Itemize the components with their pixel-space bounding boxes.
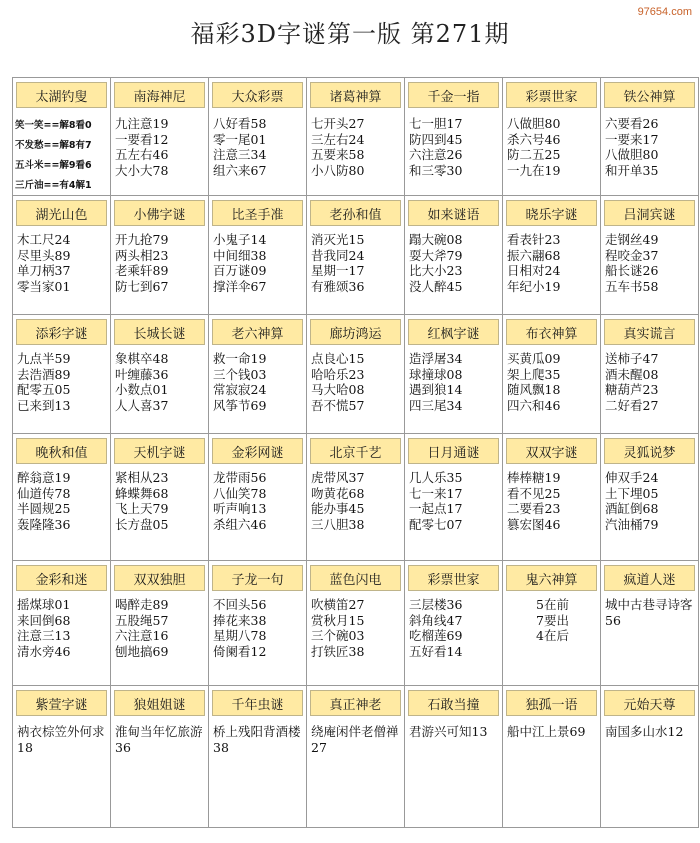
riddle-line: 摇煤球01	[17, 597, 71, 612]
riddle-line: 7要出	[536, 612, 569, 628]
riddle-line: 七一胆17	[409, 116, 463, 131]
riddle-cell	[503, 561, 601, 686]
riddle-line: 注意三34	[213, 147, 267, 162]
riddle-line: 年纪小19	[507, 278, 561, 294]
cell-riddles	[507, 597, 598, 644]
riddle-line: 走钢丝49	[605, 232, 659, 247]
riddle-line: 老乘轩89	[115, 263, 169, 278]
cell-header: 吕洞宾谜	[604, 200, 695, 226]
riddle-cell	[307, 561, 405, 686]
cell-header: 疯道人迷	[604, 565, 695, 591]
riddle-cell	[601, 434, 699, 561]
cell-riddles	[605, 232, 696, 294]
riddle-cell	[209, 561, 307, 686]
cell-header: 彩票世家	[408, 565, 499, 591]
cell-riddles	[409, 724, 500, 740]
riddle-cell	[405, 315, 503, 434]
riddle-line: 醉翁意19	[17, 470, 71, 485]
riddle-line: 四六和46	[507, 397, 561, 413]
riddle-line: 买黄瓜09	[507, 351, 561, 366]
cell-riddles	[507, 470, 598, 532]
cell-riddles	[605, 116, 696, 178]
riddle-cell	[503, 315, 601, 434]
riddle-line: 日相对24	[507, 263, 561, 278]
riddle-line: 棒棒糖19	[507, 470, 561, 485]
cell-header: 红枫字谜	[408, 319, 499, 345]
riddle-line: 昔我同24	[311, 247, 365, 263]
cell-header: 诸葛神算	[310, 82, 401, 108]
riddle-cell	[307, 78, 405, 196]
riddle-line: 一要看12	[115, 131, 169, 147]
riddle-line: 耍大斧79	[409, 247, 463, 263]
riddle-line: 开九抢79	[115, 232, 169, 247]
cell-header: 北京千艺	[310, 438, 401, 464]
cell-riddles	[17, 232, 108, 294]
riddle-line: 点良心15	[311, 351, 365, 366]
riddle-line: 蹋大碗08	[409, 232, 463, 247]
riddle-line: 救一命19	[213, 351, 267, 366]
riddle-line: 小八防80	[311, 162, 365, 178]
cell-riddles	[115, 724, 206, 755]
riddle-line: 听声响13	[213, 501, 267, 516]
riddle-line: 喝醉走89	[115, 597, 169, 612]
cell-riddles	[507, 351, 598, 413]
riddle-line: 轰隆隆36	[17, 516, 71, 532]
riddle-line: 六注意16	[115, 628, 169, 643]
riddle-line: 星期八78	[213, 628, 267, 643]
riddle-line: 不回头56	[213, 597, 267, 612]
cell-riddles	[311, 470, 402, 532]
riddle-line: 振六翮68	[507, 247, 561, 263]
cell-riddles	[213, 116, 304, 178]
cell-header: 彩票世家	[506, 82, 597, 108]
riddle-line: 架上爬35	[507, 366, 561, 382]
riddle-line: 二要看23	[507, 501, 561, 516]
cell-header: 元始天尊	[604, 690, 695, 716]
riddle-cell	[13, 196, 111, 315]
riddle-line: 遇到狼14	[409, 382, 463, 397]
cell-riddles	[115, 351, 206, 413]
riddle-line: 三个钱03	[213, 366, 267, 382]
riddle-line: 五股绳57	[115, 612, 169, 628]
riddle-cell	[601, 315, 699, 434]
riddle-line: 木工尺24	[17, 232, 71, 247]
riddle-line: 虎带风37	[311, 470, 365, 485]
riddle-cell	[405, 561, 503, 686]
cell-header: 添彩字谜	[16, 319, 107, 345]
cell-header: 晓乐字谜	[506, 200, 597, 226]
riddle-line: 长方盘05	[115, 516, 169, 532]
riddle-line: 南国多山水12	[605, 724, 684, 739]
riddle-line: 去浩酒89	[17, 366, 71, 382]
cell-header: 灵狐说梦	[604, 438, 695, 464]
riddle-line: 三个碗03	[311, 628, 365, 643]
riddle-cell	[209, 196, 307, 315]
riddle-line: 汽油桶79	[605, 516, 659, 532]
cell-riddles	[311, 232, 402, 294]
riddle-line: 撑洋伞67	[213, 278, 267, 294]
riddle-line: 比大小23	[409, 263, 463, 278]
cell-riddles	[213, 351, 304, 413]
cell-riddles	[409, 116, 500, 178]
cell-header: 千年虫谜	[212, 690, 303, 716]
riddle-line: 已来到13	[17, 397, 71, 413]
riddle-line: 吃榴莲69	[409, 628, 463, 643]
riddle-line: 斜角线47	[409, 612, 463, 628]
riddle-line: 随风飘18	[507, 382, 561, 397]
riddle-line: 五车书58	[605, 278, 659, 294]
cell-riddles	[17, 351, 108, 413]
cell-riddles	[409, 351, 500, 413]
cell-riddles	[213, 724, 304, 755]
riddle-line: 篡宏图46	[507, 516, 561, 532]
riddle-line: 三八胆38	[311, 516, 365, 532]
riddle-line: 捧花来38	[213, 612, 267, 628]
riddle-line: 几人乐35	[409, 470, 463, 485]
cell-riddles	[115, 232, 206, 294]
riddle-line: 笑一笑==解8看0	[15, 120, 92, 131]
riddle-line: 五斗米==解9看6	[15, 160, 92, 171]
riddle-line: 注意三13	[17, 628, 71, 643]
riddle-line: 能办事45	[311, 501, 365, 516]
riddle-line: 组六来67	[213, 162, 267, 178]
riddle-line: 小数点01	[115, 382, 169, 397]
cell-header: 老六神算	[212, 319, 303, 345]
cell-header: 长城长谜	[114, 319, 205, 345]
riddle-cell	[601, 686, 699, 828]
riddle-line: 酒未醒08	[605, 366, 659, 382]
riddle-line: 5在前	[536, 597, 569, 612]
riddle-line: 防四到45	[409, 131, 463, 147]
riddle-line: 配零七07	[409, 516, 463, 532]
riddle-line: 吹横笛27	[311, 597, 365, 612]
riddle-line: 城中古巷寻诗客56	[605, 597, 693, 628]
riddle-line: 风筝节69	[213, 397, 267, 413]
riddle-line: 绕庵闲伴老僧禅27	[311, 724, 399, 755]
cell-header: 真正神老	[310, 690, 401, 716]
riddle-cell	[601, 196, 699, 315]
riddle-line: 四三尾34	[409, 397, 463, 413]
riddle-line: 二好看27	[605, 397, 659, 413]
riddle-line: 蜂蝶舞68	[115, 485, 169, 501]
cell-riddles	[409, 597, 500, 659]
riddle-line: 九注意19	[115, 116, 169, 131]
riddle-cell	[307, 196, 405, 315]
riddle-line: 球撞球08	[409, 366, 463, 382]
riddle-line: 两头相23	[115, 247, 169, 263]
riddle-cell	[405, 434, 503, 561]
riddle-line: 打铁匠38	[311, 643, 365, 659]
riddle-line: 零一尾01	[213, 131, 267, 147]
riddle-line: 船长谜26	[605, 263, 659, 278]
riddle-cell	[111, 561, 209, 686]
riddle-line: 大小大78	[115, 162, 169, 178]
riddle-line: 五左右46	[115, 147, 169, 162]
cell-header: 湖光山色	[16, 200, 107, 226]
cell-riddles	[605, 470, 696, 532]
cell-riddles	[17, 724, 108, 755]
riddle-line: 象棋卒48	[115, 351, 169, 366]
riddle-cell	[111, 315, 209, 434]
cell-header: 双双独胆	[114, 565, 205, 591]
cell-header: 廊坊鸿运	[310, 319, 401, 345]
riddle-line: 五好看14	[409, 643, 463, 659]
cell-header: 如来谜语	[408, 200, 499, 226]
cell-header: 大众彩票	[212, 82, 303, 108]
cell-riddles	[605, 351, 696, 413]
riddle-line: 杀六号46	[507, 131, 561, 147]
riddle-line: 清水旁46	[17, 643, 71, 659]
riddle-cell	[13, 78, 111, 196]
cell-header: 真实谎言	[604, 319, 695, 345]
riddle-cell	[307, 315, 405, 434]
riddle-line: 造浮屠34	[409, 351, 463, 366]
cell-header: 晚秋和值	[16, 438, 107, 464]
riddle-line: 一起点17	[409, 501, 463, 516]
riddle-line: 4在后	[536, 628, 569, 643]
riddle-line: 君游兴可知13	[409, 724, 488, 739]
riddle-line: 七开头27	[311, 116, 365, 131]
cell-header: 小佛字谜	[114, 200, 205, 226]
riddle-cell	[405, 196, 503, 315]
riddle-line: 尽里头89	[17, 247, 71, 263]
riddle-line: 倚阑看12	[213, 643, 267, 659]
riddle-cell	[13, 315, 111, 434]
riddle-line: 船中江上景69	[507, 724, 586, 739]
riddle-line: 单刀柄37	[17, 263, 71, 278]
riddle-line: 吻黄花68	[311, 485, 365, 501]
cell-header: 紫萱字谜	[16, 690, 107, 716]
cell-header: 铁公神算	[604, 82, 695, 108]
riddle-line: 和开单35	[605, 162, 659, 178]
riddle-line: 八做胆80	[605, 147, 659, 162]
riddle-cell	[111, 686, 209, 828]
cell-riddles	[507, 116, 598, 178]
riddle-line: 常寂寂24	[213, 382, 267, 397]
riddle-cell	[503, 686, 601, 828]
cell-header: 鬼六神算	[506, 565, 597, 591]
riddle-line: 小鬼子14	[213, 232, 267, 247]
riddle-line: 刨地搞69	[115, 643, 169, 659]
riddle-line: 吾不慌57	[311, 397, 365, 413]
riddle-line: 五要来58	[311, 147, 365, 162]
cell-header: 南海神尼	[114, 82, 205, 108]
riddle-line: 配零五05	[17, 382, 71, 397]
cell-riddles	[17, 597, 108, 659]
riddle-line: 土下埋05	[605, 485, 659, 501]
cell-header: 石敢当撞	[408, 690, 499, 716]
cell-header: 子龙一句	[212, 565, 303, 591]
riddle-line: 人人喜37	[115, 397, 169, 413]
cell-header: 日月通谜	[408, 438, 499, 464]
riddle-cell	[13, 561, 111, 686]
cell-riddles	[409, 470, 500, 532]
riddle-cell	[209, 434, 307, 561]
riddle-line: 星期一17	[311, 263, 365, 278]
cell-riddles	[507, 724, 598, 740]
cell-riddles	[15, 116, 108, 196]
riddle-line: 一九在19	[507, 162, 561, 178]
cell-riddles	[605, 724, 696, 740]
riddle-line: 零当家01	[17, 278, 71, 294]
riddle-cell	[111, 434, 209, 561]
riddle-line: 半圆规25	[17, 501, 71, 516]
riddle-line: 伸双手24	[605, 470, 659, 485]
riddle-line: 哈哈乐23	[311, 366, 365, 382]
riddle-line: 淮甸当年忆旅游36	[115, 724, 203, 755]
cell-riddles	[213, 232, 304, 294]
riddle-cell	[111, 78, 209, 196]
riddle-line: 和三零30	[409, 162, 463, 178]
cell-riddles	[409, 232, 500, 294]
riddle-line: 看不见25	[507, 485, 561, 501]
riddle-cell	[209, 315, 307, 434]
riddle-line: 飞上天79	[115, 501, 169, 516]
cell-header: 蓝色闪电	[310, 565, 401, 591]
riddle-line: 不发愁==解8有7	[15, 140, 92, 151]
cell-header: 比圣手准	[212, 200, 303, 226]
cell-riddles	[507, 232, 598, 294]
riddle-line: 糖葫芦23	[605, 382, 659, 397]
riddle-line: 赏秋月15	[311, 612, 365, 628]
cell-header: 太湖钓叟	[16, 82, 107, 108]
riddle-cell	[307, 686, 405, 828]
riddle-line: 防二五25	[507, 147, 561, 162]
cell-riddles	[115, 470, 206, 532]
cell-riddles	[213, 470, 304, 532]
cell-header: 金彩网谜	[212, 438, 303, 464]
site-watermark: 97654.com	[637, 6, 692, 18]
riddle-cell	[209, 686, 307, 828]
cell-header: 金彩和迷	[16, 565, 107, 591]
riddle-line: 消灭光15	[311, 232, 365, 247]
riddle-line: 三斤油==有4解1	[15, 180, 92, 191]
riddle-cell	[405, 78, 503, 196]
cell-riddles	[17, 470, 108, 532]
riddle-line: 六要看26	[605, 116, 659, 131]
riddle-cell	[601, 561, 699, 686]
riddle-line: 百万谜09	[213, 263, 267, 278]
cell-header: 狼姐姐谜	[114, 690, 205, 716]
riddle-line: 八好看58	[213, 116, 267, 131]
riddle-line: 看表针23	[507, 232, 561, 247]
riddle-line: 杀组六46	[213, 516, 267, 532]
riddle-line: 防七到67	[115, 278, 169, 294]
cell-riddles	[213, 597, 304, 659]
riddle-line: 八做胆80	[507, 116, 561, 131]
cell-riddles	[311, 116, 402, 178]
riddle-line: 有雅颂36	[311, 278, 365, 294]
cell-header: 老孙和值	[310, 200, 401, 226]
riddle-line: 七一来17	[409, 485, 463, 501]
riddle-cell	[307, 434, 405, 561]
riddle-line: 衲衣棕笠外何求18	[17, 724, 105, 755]
cell-riddles	[311, 724, 402, 755]
riddle-line: 叶缠藤36	[115, 366, 169, 382]
cell-riddles	[115, 597, 206, 659]
riddle-line: 中间细38	[213, 247, 267, 263]
cell-header: 双双字谜	[506, 438, 597, 464]
cell-header: 千金一指	[408, 82, 499, 108]
cell-header: 布衣神算	[506, 319, 597, 345]
page-title: 福彩3D字谜第一版 第271期	[190, 20, 510, 48]
cell-riddles	[311, 351, 402, 413]
riddle-line: 来回倒68	[17, 612, 71, 628]
riddle-cell	[111, 196, 209, 315]
cell-header: 天机字谜	[114, 438, 205, 464]
riddle-cell	[601, 78, 699, 196]
riddle-line: 送柿子47	[605, 351, 659, 366]
riddle-line: 三左右24	[311, 131, 365, 147]
riddle-cell	[503, 434, 601, 561]
riddle-grid	[12, 77, 699, 828]
riddle-line: 三层楼36	[409, 597, 463, 612]
riddle-line: 八仙笑78	[213, 485, 267, 501]
riddle-cell	[405, 686, 503, 828]
riddle-line: 没人醉45	[409, 278, 463, 294]
cell-riddles	[311, 597, 402, 659]
cell-riddles	[115, 116, 206, 178]
riddle-line: 程咬金37	[605, 247, 659, 263]
riddle-cell	[503, 78, 601, 196]
riddle-line: 酒缸倒68	[605, 501, 659, 516]
riddle-line: 马大哈08	[311, 382, 365, 397]
riddle-line: 紧相从23	[115, 470, 169, 485]
riddle-cell	[13, 686, 111, 828]
riddle-line: 九点半59	[17, 351, 71, 366]
riddle-cell	[209, 78, 307, 196]
riddle-line: 一要来17	[605, 131, 659, 147]
cell-header: 独孤一语	[506, 690, 597, 716]
riddle-line: 六注意26	[409, 147, 463, 162]
cell-riddles	[605, 597, 696, 628]
riddle-line: 仙道传78	[17, 485, 71, 501]
riddle-cell	[13, 434, 111, 561]
riddle-line: 桥上残阳背酒楼38	[213, 724, 301, 755]
riddle-line: 龙带雨56	[213, 470, 267, 485]
riddle-cell	[503, 196, 601, 315]
